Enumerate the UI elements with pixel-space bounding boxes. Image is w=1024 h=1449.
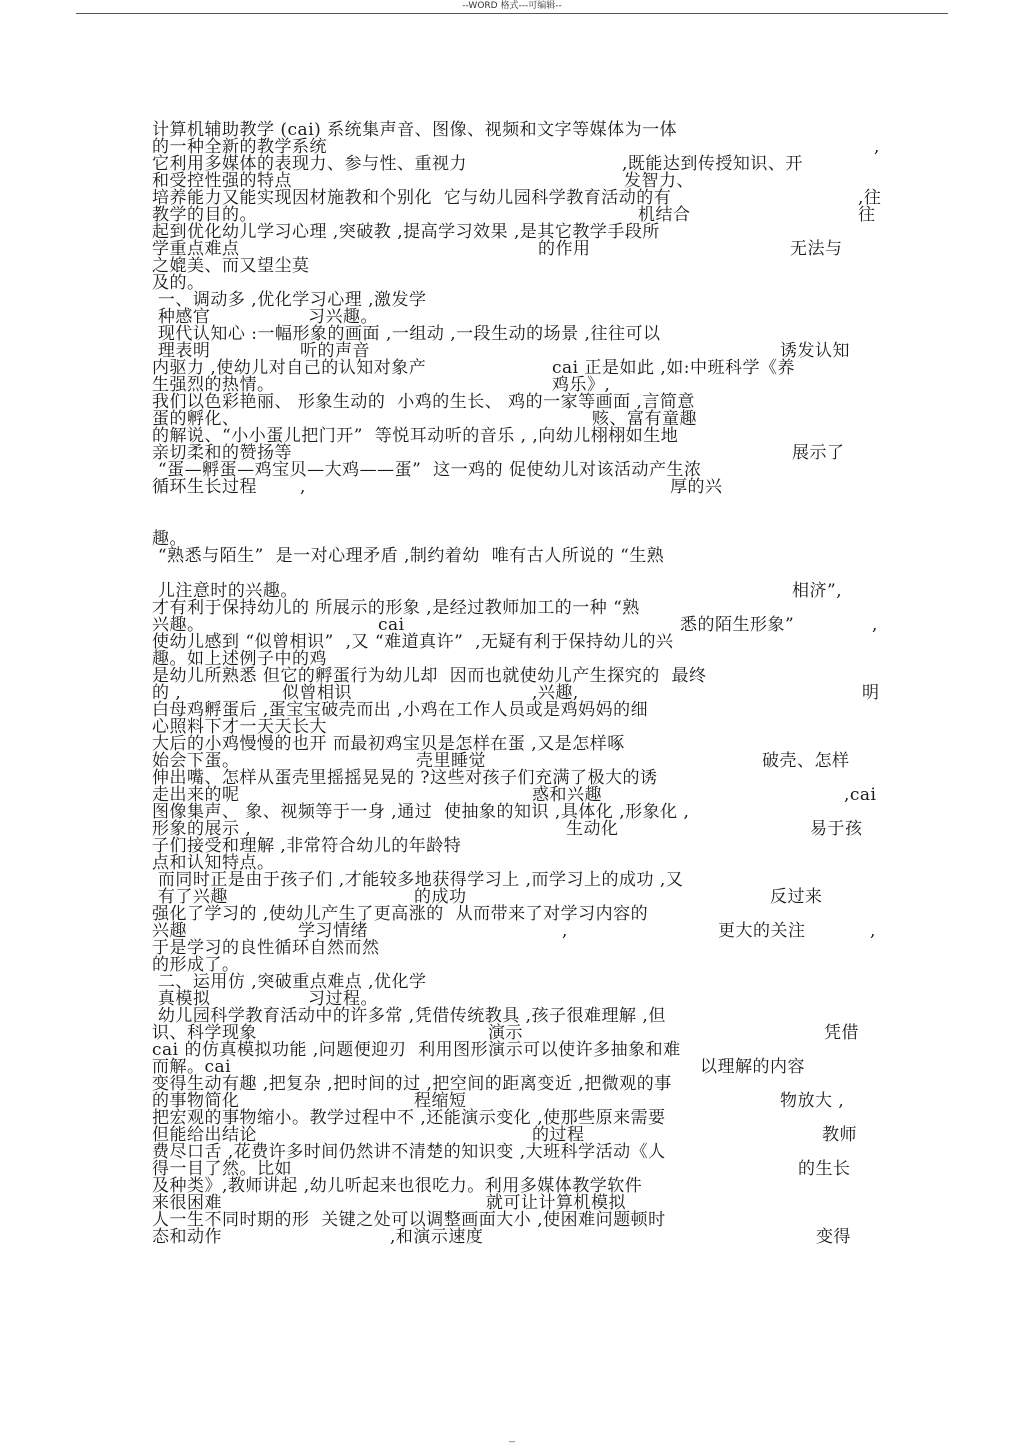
text-fragment: 教学的目的。 bbox=[152, 205, 257, 225]
text-fragment: 一、调动多 ,优化学习心理 ,激发学 bbox=[152, 290, 427, 310]
text-fragment: 蛋的孵化、 bbox=[152, 409, 240, 429]
text-fragment: 培养能力又能实现因材施教和个别化 它与幼儿园科学教育活动的有 bbox=[152, 188, 672, 208]
text-fragment: , bbox=[874, 137, 880, 157]
text-line bbox=[152, 496, 882, 513]
text-fragment: 二、运用仿 ,突破重点难点 ,优化学 bbox=[152, 972, 427, 992]
text-fragment: 悉的陌生形象” bbox=[680, 615, 795, 635]
text-fragment: 计算机辅助教学 (cai) 系统集声音、图像、视频和文字等媒体为一体 bbox=[152, 120, 678, 140]
text-fragment: 它利用多媒体的表现力、参与性、重视力 bbox=[152, 154, 467, 174]
text-fragment: 明 bbox=[862, 683, 880, 703]
text-fragment: 现代认知心 :一幅形象的画面 ,一组动 ,一段生动的场景 ,往往可以 bbox=[152, 324, 661, 344]
text-fragment: 趣。 bbox=[152, 529, 187, 549]
text-line bbox=[152, 770, 882, 787]
text-fragment: 起到优化幼儿学习心理 ,突破教 ,提高学习效果 ,是其它教学手段所 bbox=[152, 222, 660, 242]
text-fragment: 才有利于保持幼儿的 所展示的形象 ,是经过教师加工的一种 “熟 bbox=[152, 598, 640, 618]
text-fragment: 伸出嘴、怎样从蛋壳里摇摇晃晃的 ?这些对孩子们充满了极大的诱 bbox=[152, 768, 658, 788]
text-fragment: 厚的兴 bbox=[670, 477, 723, 497]
text-fragment: 兴趣。 bbox=[152, 615, 205, 635]
text-line bbox=[152, 974, 882, 991]
text-fragment: 人一生不同时期的形 关键之处可以调整画面大小 ,使困难问题顿时 bbox=[152, 1210, 666, 1230]
text-fragment: 听的声音 bbox=[300, 341, 370, 361]
text-fragment: 但能给出结论 bbox=[152, 1125, 257, 1145]
text-fragment: 理表明 bbox=[152, 341, 211, 361]
text-fragment: 赅、富有童趣 bbox=[592, 409, 697, 429]
text-fragment: 习兴趣。 bbox=[308, 307, 378, 327]
text-fragment: 及种类》,教师讲起 ,幼儿听起来也很吃力。利用多媒体教学软件 bbox=[152, 1176, 643, 1196]
text-fragment: 生动化 bbox=[566, 819, 619, 839]
text-fragment: 得一目了然。比如 bbox=[152, 1159, 292, 1179]
text-fragment: 的解说、“小小蛋儿把门开” 等悦耳动听的音乐 , ,向幼儿栩栩如生地 bbox=[152, 426, 679, 446]
text-fragment: 演示 bbox=[488, 1023, 523, 1043]
text-fragment: , bbox=[872, 615, 878, 635]
text-fragment: “蛋—孵蛋—鸡宝贝—大鸡——蛋” 这一鸡的 促使幼儿对该活动产生浓 bbox=[152, 460, 702, 480]
text-fragment: 反过来 bbox=[770, 887, 823, 907]
text-fragment: 和受控性强的特点 bbox=[152, 171, 292, 191]
text-fragment: 的过程 bbox=[532, 1125, 585, 1145]
text-fragment: 的形成了。 bbox=[152, 955, 240, 975]
text-fragment: 诱发认知 bbox=[780, 341, 850, 361]
text-fragment: 形象的展示 , bbox=[152, 819, 252, 839]
text-fragment: ,和演示速度 bbox=[390, 1227, 484, 1247]
text-line bbox=[152, 1212, 882, 1229]
text-line bbox=[152, 224, 882, 241]
text-fragment: 物放大 , bbox=[780, 1091, 845, 1111]
text-fragment: 而同时正是由于孩子们 ,才能较多地获得学习上 ,而学习上的成功 ,又 bbox=[152, 870, 684, 890]
text-fragment: 破壳、怎样 bbox=[762, 751, 850, 771]
header-rule bbox=[76, 13, 948, 14]
text-fragment: 真模拟 bbox=[152, 989, 211, 1009]
text-fragment: 惑和兴趣 bbox=[532, 785, 602, 805]
text-fragment: 更大的关注 bbox=[718, 921, 806, 941]
text-fragment: 兴趣 bbox=[152, 921, 187, 941]
text-fragment: 无法与 bbox=[790, 239, 843, 259]
text-fragment: cai bbox=[378, 615, 405, 635]
text-fragment: 我们以色彩艳丽、 形象生动的 小鸡的生长、 鸡的一家等画面 ,言简意 bbox=[152, 392, 695, 412]
text-fragment: 强化了学习的 ,使幼儿产生了更高涨的 从而带来了对学习内容的 bbox=[152, 904, 649, 924]
text-fragment: 及的。 bbox=[152, 273, 205, 293]
text-fragment: 机结合 bbox=[638, 205, 691, 225]
text-fragment: 的成功 bbox=[414, 887, 467, 907]
text-line bbox=[152, 548, 882, 565]
text-fragment: 鸡乐》, bbox=[552, 375, 611, 395]
text-fragment: 而解。cai bbox=[152, 1057, 232, 1077]
text-fragment: 走出来的呢 bbox=[152, 785, 240, 805]
text-fragment: , bbox=[562, 921, 568, 941]
text-fragment: 子们接受和理解 ,非常符合幼儿的年龄特 bbox=[152, 836, 462, 856]
text-fragment: 教师 bbox=[822, 1125, 857, 1145]
text-fragment: 种感官 bbox=[152, 307, 211, 327]
text-fragment: “熟悉与陌生” 是一对心理矛盾 ,制约着幼 唯有古人所说的 “生熟 bbox=[152, 546, 665, 566]
text-fragment: ,既能达到传授知识、开 bbox=[622, 154, 803, 174]
text-fragment: 学习情绪 bbox=[298, 921, 368, 941]
text-fragment: 使幼儿感到 “似曾相识” ,又 “难道真许” ,无疑有利于保持幼儿的兴 bbox=[152, 632, 674, 652]
text-fragment: 亲切柔和的赞扬等 bbox=[152, 443, 292, 463]
text-fragment: ,往 bbox=[858, 188, 882, 208]
text-fragment: 易于孩 bbox=[810, 819, 863, 839]
document-body bbox=[152, 122, 882, 1246]
text-fragment: 的生长 bbox=[798, 1159, 851, 1179]
text-line bbox=[152, 394, 882, 411]
text-fragment: 的一种全新的教学系统 bbox=[152, 137, 327, 157]
text-fragment: 内驱力 ,使幼儿对自己的认知对象产 bbox=[152, 358, 427, 378]
text-fragment: 是幼儿所熟悉 但它的孵蛋行为幼儿却 因而也就使幼儿产生探究的 最终 bbox=[152, 666, 707, 686]
text-fragment: 学重点难点 bbox=[152, 239, 240, 259]
text-fragment: 程缩短 bbox=[414, 1091, 467, 1111]
text-fragment: 展示了 bbox=[792, 443, 845, 463]
text-fragment: ,cai bbox=[844, 785, 877, 805]
text-fragment: 儿注意时的兴趣。 bbox=[152, 581, 298, 601]
text-line bbox=[152, 1076, 882, 1093]
text-fragment: cai 的仿真模拟功能 ,问题便迎刃 利用图形演示可以使许多抽象和难 bbox=[152, 1040, 681, 1060]
text-fragment: cai 正是如此 ,如:中班科学《养 bbox=[552, 358, 796, 378]
text-fragment: , bbox=[300, 477, 306, 497]
text-fragment: 的事物简化 bbox=[152, 1091, 240, 1111]
text-fragment: 大后的小鸡慢慢的也开 而最初鸡宝贝是怎样在蛋 ,又是怎样啄 bbox=[152, 734, 625, 754]
text-fragment: 态和动作 bbox=[152, 1227, 222, 1247]
text-fragment: 把宏观的事物缩小。教学过程中不 ,还能演示变化 ,使那些原来需要 bbox=[152, 1108, 666, 1128]
text-fragment: 变得生动有趣 ,把复杂 ,把时间的过 ,把空间的距离变近 ,把微观的事 bbox=[152, 1074, 672, 1094]
text-fragment: 点和认知特点。 bbox=[152, 853, 275, 873]
page-footer: -- bbox=[508, 1437, 516, 1447]
text-fragment: 幼儿园科学教育活动中的许多常 ,凭借传统教具 ,孩子很难理解 ,但 bbox=[152, 1006, 666, 1026]
text-fragment: 的作用 bbox=[538, 239, 591, 259]
text-fragment: , bbox=[870, 921, 876, 941]
text-fragment: 生强烈的热情。 bbox=[152, 375, 275, 395]
text-fragment: 之媲美、而又望尘莫 bbox=[152, 256, 310, 276]
text-fragment: 似曾相识 bbox=[282, 683, 352, 703]
text-line bbox=[152, 1110, 882, 1127]
page-header: --WORD 格式---可编辑-- bbox=[462, 1, 562, 11]
text-line bbox=[152, 258, 882, 275]
text-fragment: 有了兴趣 bbox=[152, 887, 228, 907]
text-fragment: 相济”, bbox=[792, 581, 843, 601]
text-fragment: 来很困难 bbox=[152, 1193, 222, 1213]
text-fragment: 以理解的内容 bbox=[700, 1057, 805, 1077]
text-fragment: 就可让计算机模拟 bbox=[486, 1193, 626, 1213]
text-fragment: 壳里睡觉 bbox=[416, 751, 486, 771]
text-fragment: 费尽口舌 ,花费许多时间仍然讲不清楚的知识变 ,大班科学活动《人 bbox=[152, 1142, 666, 1162]
text-line bbox=[152, 479, 882, 496]
text-line bbox=[152, 190, 882, 207]
text-fragment: 图像集声、 象、视频等于一身 ,通过 使抽象的知识 ,具体化 ,形象化 , bbox=[152, 802, 690, 822]
text-fragment: 于是学习的良性循环自然而然 bbox=[152, 938, 380, 958]
text-line bbox=[152, 326, 882, 343]
text-line bbox=[152, 940, 882, 957]
text-fragment: 发智力、 bbox=[624, 171, 694, 191]
text-fragment: 习过程。 bbox=[308, 989, 378, 1009]
text-line bbox=[152, 1229, 882, 1246]
text-line bbox=[152, 292, 882, 309]
text-fragment: 识、科学现象 bbox=[152, 1023, 257, 1043]
text-fragment: 始会下蛋。 bbox=[152, 751, 240, 771]
text-fragment: 变得 bbox=[816, 1227, 851, 1247]
text-fragment: 的 , bbox=[152, 683, 182, 703]
text-line bbox=[152, 804, 882, 821]
text-fragment: 凭借 bbox=[824, 1023, 859, 1043]
text-line bbox=[152, 462, 882, 479]
text-fragment: 往 bbox=[858, 205, 876, 225]
text-line bbox=[152, 668, 882, 685]
text-fragment: ,兴趣, bbox=[532, 683, 579, 703]
text-fragment: 心照料下才一天天长大 bbox=[152, 717, 327, 737]
text-fragment: 白母鸡孵蛋后 ,蛋宝宝破壳而出 ,小鸡在工作人员或是鸡妈妈的细 bbox=[152, 700, 649, 720]
text-fragment: 循环生长过程 bbox=[152, 477, 257, 497]
text-fragment: 趣。如上述例子中的鸡 bbox=[152, 649, 327, 669]
